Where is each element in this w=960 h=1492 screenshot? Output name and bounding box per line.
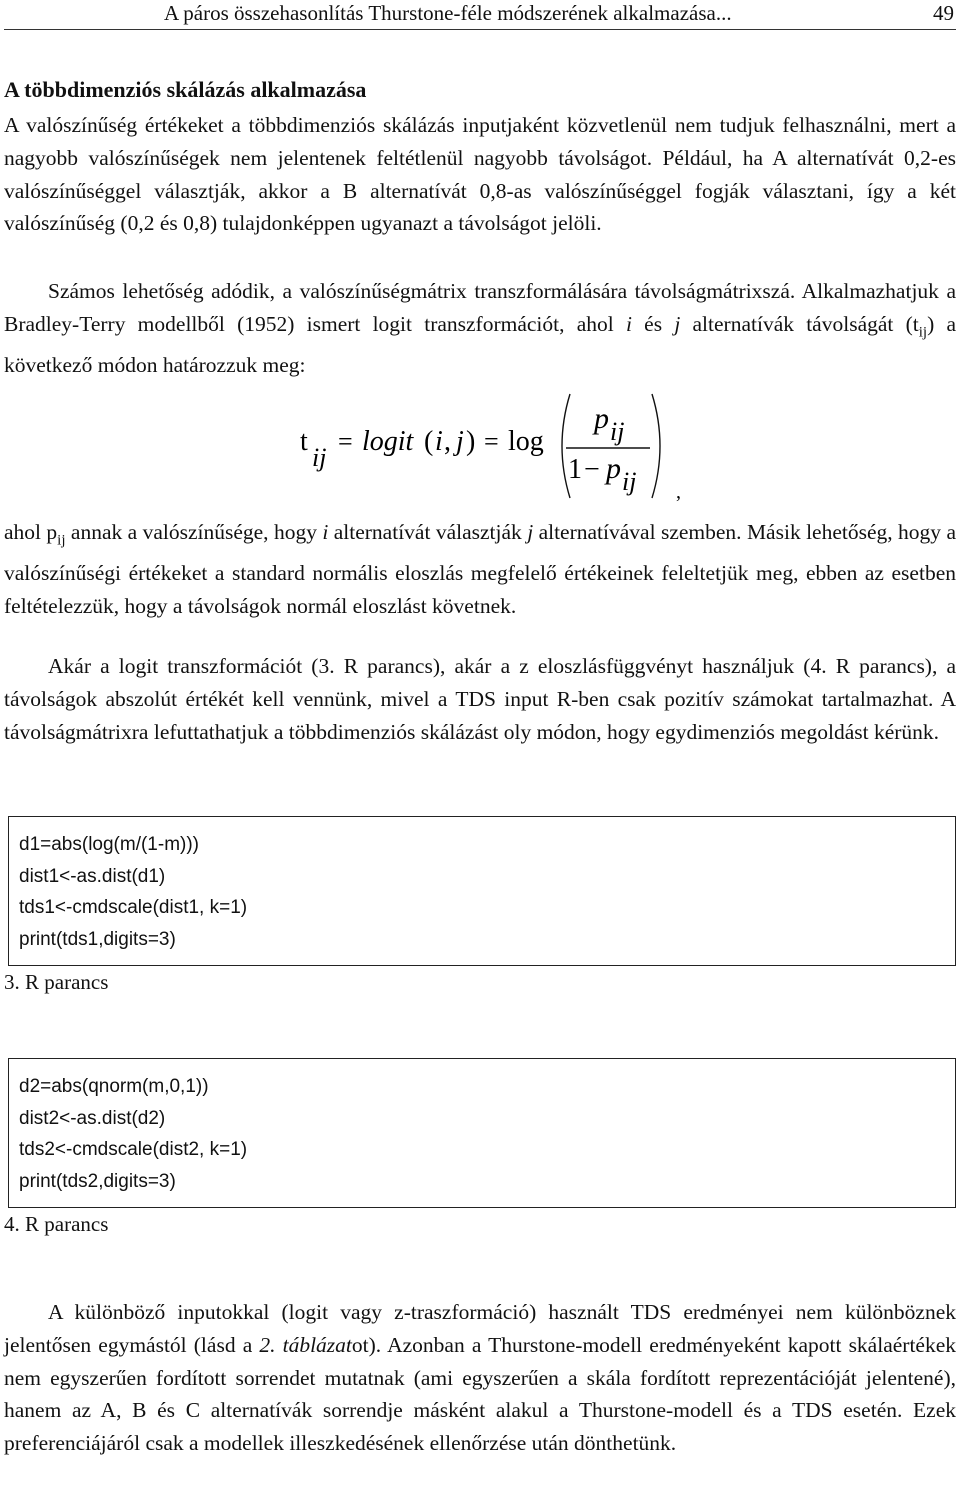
code-line: tds2<-cmdscale(dist2, k=1) — [19, 1139, 248, 1160]
formula-close-paren: ) — [466, 426, 476, 457]
paragraph-3 — [4, 516, 956, 623]
table-reference: 2. táblázat — [259, 1332, 352, 1357]
paragraph-3-text-c: alternatívát választják — [328, 520, 528, 544]
paragraph-5-text-b: ot). Azonban a Thurstone-modell eredményeként kapott skálaértékek nem egyszerűen fordított sorrendet mutatnak (ami egyszerűen a skála fordított reprezentációját jelentené), hanem az A, B és C alternatívák sorrendje másként alakul a Thurstone-modell és a TDS esetén. Ezek preferenciájáról csak a modellek illeszkedésének ellenőrzése után dönthetünk. — [4, 1332, 957, 1456]
formula-arg-j: j — [456, 426, 464, 457]
formula-eq1: = — [338, 427, 353, 456]
code-block-3 — [8, 816, 956, 966]
formula-trailing-comma: , — [676, 481, 681, 503]
code-line: d1=abs(log(m/(1-m))) — [19, 834, 200, 855]
code-line: tds1<-cmdscale(dist1, k=1) — [19, 897, 248, 918]
logit-formula — [294, 386, 714, 506]
paragraph-5 — [4, 1296, 956, 1460]
code-block-4 — [8, 1058, 956, 1208]
formula-eq2: = — [484, 427, 499, 456]
section-title: A többdimenziós skálázás alkalmazása — [4, 77, 367, 102]
formula-den-one: 1 — [568, 454, 582, 485]
running-head — [4, 0, 956, 30]
running-head-title: A páros összehasonlítás Thurstone-féle módszerének alkalmazása... — [164, 1, 732, 25]
formula-open-paren: ( — [424, 426, 434, 457]
formula-den-minus: − — [584, 454, 600, 485]
code-line: dist1<-as.dist(d1) — [19, 865, 166, 887]
formula-arg-i: i — [435, 426, 443, 457]
code-caption-4: 4. R parancs — [4, 1212, 109, 1236]
var-j: j — [674, 311, 681, 336]
code-line: dist2<-as.dist(d2) — [19, 1107, 166, 1129]
paragraph-4: Akár a logit transzformációt (3. R parancs), akár a z eloszlásfüggvényt használjuk (4. R parancs), a távolságok abszolút értékét kell vennünk, mivel a TDS input R-ben csak pozitív számokat tartalmazhat. A távolságmátrixra lefuttathatjuk a többdimenziós skálázást oly módon, hogy egydimenziós megoldást kérünk. — [4, 654, 956, 744]
paragraph-1: A valószínűség értékeket a többdimenziós skálázás inputjaként közvetlenül nem tudjuk felhasználni, mert a nagyobb valószínűségek nem jelentenek feltétlenül nagyobb távolságot. Például, ha A alternatívát 0,2-es valószínűséggel választják, akkor a B alternatívát 0,8-as valószínűséggel fogják választani, így a két valószínűség (0,2 és 0,8) tulajdonképpen ugyanazt a távolságot jelöli. — [4, 113, 956, 236]
formula-num-sub: ij — [610, 417, 625, 446]
paragraph-2-text-b: és — [631, 311, 675, 336]
var-j: j — [527, 520, 534, 544]
code-caption-3: 3. R parancs — [4, 970, 109, 994]
formula-num-p: p — [594, 402, 609, 435]
paragraph-2-text-a: Számos lehetőség adódik, a valószínűségmátrix transzformálására távolságmátrixszá. Alkalmazhatjuk a Bradley-Terry modellből (1952) ismert logit transzformációt, ahol — [4, 279, 956, 336]
code-line: print(tds2,digits=3) — [19, 1170, 176, 1192]
paragraph-3-text-d: alternatívával szemben. Másik lehetőség, hogy a valószínűségi értékeket a standard normális eloszlás megfelelő értékeinek feleltetjük meg, ebben az esetben feltételezzük, hogy a távolságok normál eloszlást követnek. — [4, 520, 956, 618]
formula-comma: , — [444, 426, 451, 457]
var-i: i — [625, 311, 632, 336]
var-i: i — [322, 520, 329, 544]
formula-den-p: p — [606, 452, 621, 485]
formula-t-sub: ij — [312, 443, 327, 472]
paragraph-2-text-c: alternatívák távolságát (t — [680, 311, 919, 336]
formula-den-sub: ij — [622, 467, 637, 496]
paragraph-2-text-d: ) a következő módon határozzuk meg: — [4, 311, 956, 377]
formula-log: log — [508, 426, 544, 457]
code-line: d2=abs(qnorm(m,0,1)) — [19, 1076, 209, 1097]
subscript-ij: ij — [918, 324, 928, 341]
paragraph-2 — [4, 275, 956, 382]
formula-t: t — [300, 426, 308, 457]
formula-right-paren — [652, 394, 660, 498]
paragraph-3-text-a: ahol p — [4, 520, 58, 544]
code-line: print(tds1,digits=3) — [19, 928, 176, 950]
paragraph-5-text-a: A különböző inputokkal (logit vagy z-traszformáció) használt TDS eredményei nem különböznek jelentősen egymástól (lásd a — [4, 1300, 956, 1357]
formula-logit: logit — [362, 426, 414, 457]
page-number: 49 — [933, 1, 954, 25]
subscript-ij: ij — [57, 532, 66, 549]
paragraph-3-text-b: annak a valószínűsége, hogy — [65, 520, 323, 544]
